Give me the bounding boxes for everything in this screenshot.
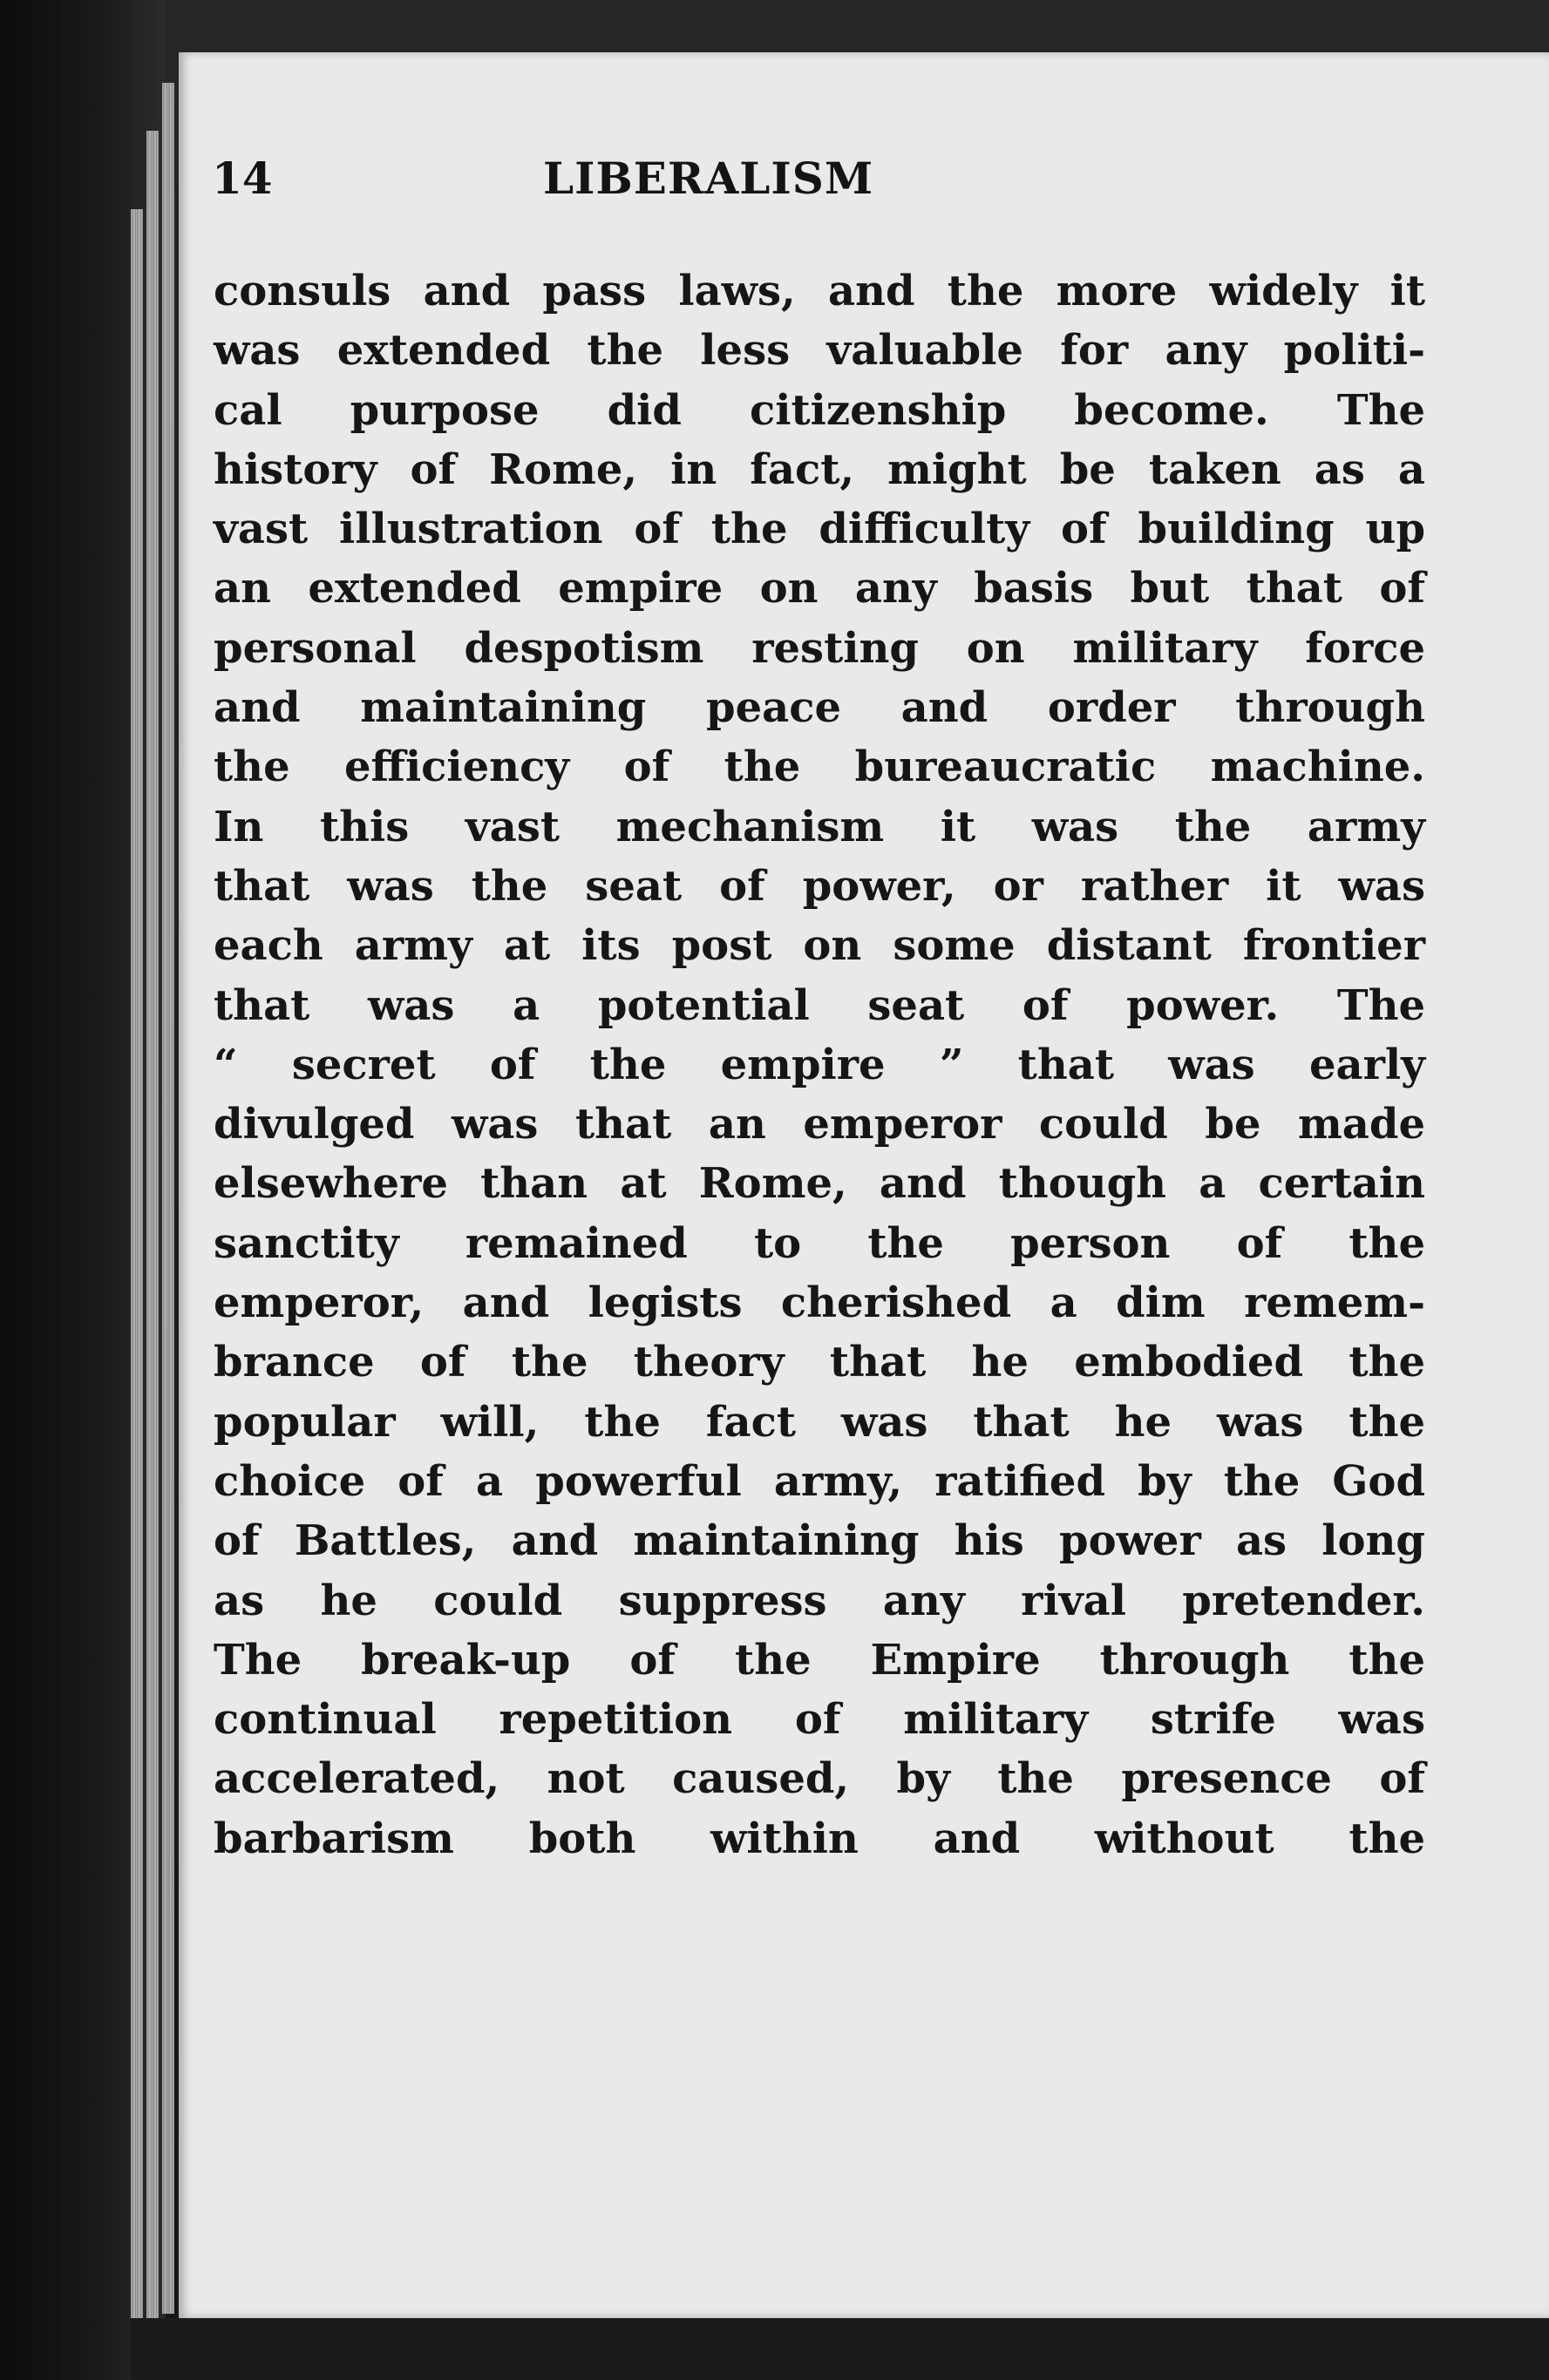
text-line: divulged was that an emperor could be made	[214, 1100, 1425, 1149]
text-line: sanctity remained to the person of the	[214, 1218, 1425, 1268]
running-head: LIBERALISM	[543, 153, 874, 204]
text-line: that was a potential seat of power. The	[214, 980, 1425, 1030]
text-line: was extended the less valuable for any politi-	[214, 326, 1425, 376]
text-line: an extended empire on any basis but that of	[214, 564, 1425, 614]
text-line: vast illustration of the difficulty of building up	[214, 505, 1425, 554]
text-line: continual repetition of military strife was	[214, 1695, 1425, 1745]
text-line: that was the seat of power, or rather it was	[214, 861, 1425, 911]
page-edge	[131, 209, 143, 2318]
text-line: barbarism both within and without the	[214, 1814, 1425, 1863]
text-line: emperor, and legists cherished a dim remem-	[214, 1278, 1425, 1328]
text-line: personal despotism resting on military force	[214, 623, 1425, 673]
text-line: and maintaining peace and order through	[214, 683, 1425, 733]
text-line: as he could suppress any rival pretender.	[214, 1576, 1425, 1625]
text-line: “ secret of the empire ” that was early	[214, 1040, 1425, 1089]
bottom-shadow	[131, 2318, 1549, 2380]
text-line: each army at its post on some distant frontier	[214, 921, 1425, 971]
text-line: history of Rome, in fact, might be taken as a	[214, 444, 1425, 494]
text-line: choice of a powerful army, ratified by the God	[214, 1456, 1425, 1506]
page-number: 14	[212, 153, 273, 204]
text-line: cal purpose did citizenship become. The	[214, 385, 1425, 435]
text-line: of Battles, and maintaining his power as long	[214, 1516, 1425, 1566]
text-line: brance of the theory that he embodied the	[214, 1338, 1425, 1387]
text-line: accelerated, not caused, by the presence of	[214, 1754, 1425, 1804]
page-edge	[162, 83, 174, 2314]
text-line: elsewhere than at Rome, and though a certain	[214, 1159, 1425, 1209]
text-line: the efficiency of the bureaucratic machine.	[214, 742, 1425, 792]
page-edge	[146, 131, 159, 2318]
text-line: The break-up of the Empire through the	[214, 1635, 1425, 1685]
text-line: popular will, the fact was that he was the	[214, 1397, 1425, 1447]
text-line: consuls and pass laws, and the more widely it	[214, 267, 1425, 315]
body-text	[214, 261, 1425, 1868]
text-line: In this vast mechanism it was the army	[214, 802, 1425, 851]
page-header	[212, 153, 1258, 214]
